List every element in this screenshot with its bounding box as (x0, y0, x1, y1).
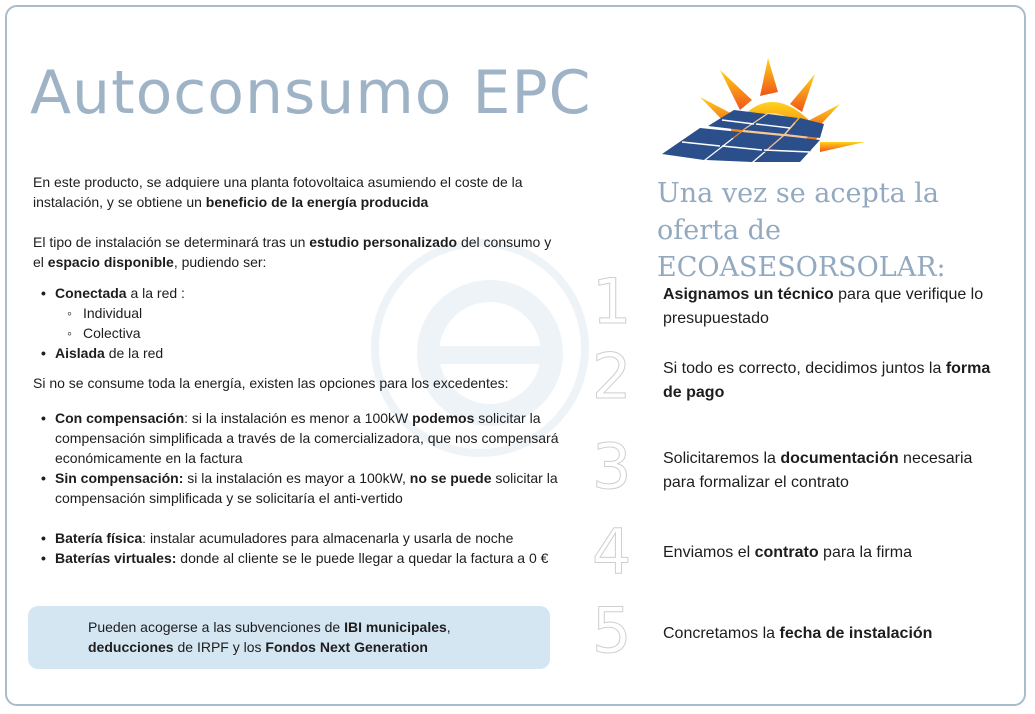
list-item-isolated: • Aislada de la red (33, 343, 563, 363)
intro-text: , pudiendo ser: (173, 254, 267, 270)
surplus-list (33, 408, 563, 508)
solar-panel-sun-icon (660, 52, 872, 166)
intro-paragraph-2 (33, 232, 553, 272)
list-item-virtual-battery: • Baterías virtuales: donde al cliente se le puede llegar a quedar la factura a 0 € (33, 548, 563, 568)
intro-bold: espacio disponible (47, 254, 174, 270)
installation-types-list (33, 283, 563, 363)
intro-text: En este producto, se adquiere una planta fotovoltaica asumiendo el coste de la instalación, y se obtiene un (33, 174, 523, 210)
subsidies-note (28, 606, 550, 669)
step-4-text: Enviamos el contrato para la firma (663, 544, 912, 561)
list-item-with-compensation: • Con compensación: si la instalación es menor a 100kW podemos solicitar la compensación simplificada a través de la comercializadora, que nos compensará económicamente en la factura (33, 408, 563, 468)
step-number-2: 2 (592, 340, 632, 413)
intro-bold: beneficio de la energía producida (205, 194, 429, 210)
process-headline: Una vez se acepta la oferta de ECOASESORSOLAR: (657, 178, 946, 283)
page-title: Autoconsumo EPC (30, 58, 592, 128)
step-5-text: Concretamos la fecha de instalación (663, 625, 933, 642)
surplus-intro: Si no se consume toda la energía, existen las opciones para los excedentes: (33, 375, 509, 391)
intro-bold: estudio personalizado (309, 234, 458, 250)
step-number-5: 5 (592, 594, 632, 667)
subsidies-text: Pueden acogerse a las subvenciones de IBI municipales, deducciones de IRPF y los Fondos Next Generation (88, 619, 451, 655)
step-2-text: Si todo es correcto, decidimos juntos la forma de pago (663, 360, 991, 401)
step-1-text: Asignamos un técnico para que verifique lo presupuestado (663, 286, 984, 327)
intro-text: El tipo de instalación se determinará tras un (33, 234, 310, 250)
intro-text: del consumo y el (33, 234, 552, 270)
batteries-list (33, 528, 563, 568)
list-item-collective: ◦ Colectiva (33, 323, 563, 343)
step-number-3: 3 (592, 430, 632, 503)
list-item-physical-battery: • Batería física: instalar acumuladores para almacenarla y usarla de noche (33, 528, 563, 548)
list-item-without-compensation: • Sin compensación: si la instalación es mayor a 100kW, no se puede solicitar la compensación simplificada y se solicitaría el anti-vertido (33, 468, 563, 508)
list-item-connected: • Conectada a la red : (33, 283, 563, 303)
step-number-1: 1 (592, 265, 632, 338)
step-3-text: Solicitaremos la documentación necesaria para formalizar el contrato (663, 450, 973, 491)
list-item-individual: ◦ Individual (33, 303, 563, 323)
intro-paragraph-1 (33, 172, 553, 212)
step-number-4: 4 (592, 515, 632, 588)
